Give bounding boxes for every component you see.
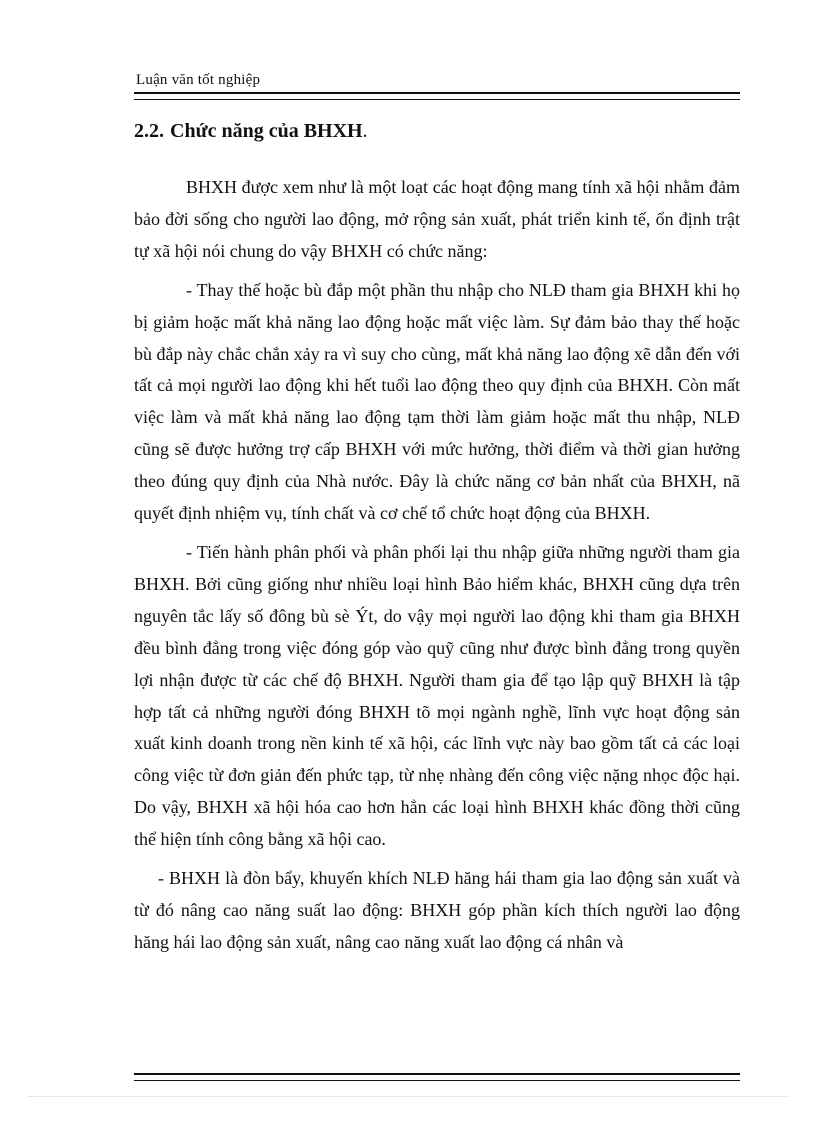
section-number: 2.2. <box>134 120 164 142</box>
body-text <box>134 172 740 959</box>
section-title-period: . <box>362 120 368 142</box>
page-edge-divider <box>28 1096 788 1097</box>
paragraph-function-3: - BHXH là đòn bẩy, khuyến khích NLĐ hăng hái tham gia lao động sản xuất và từ đó nâng cao năng suất lao động: BHXH góp phần kích thích người lao động hăng hái lao động sản xuất, nâng cao năng xuất lao động cá nhân và <box>134 868 740 952</box>
paragraph-intro: BHXH được xem như là một loạt các hoạt động mang tính xã hội nhằm đảm bảo đời sống cho người lao động, mở rộng sản xuất, phát triển kinh tế, ổn định trật tự xã hội nói chung do vậy BHXH có chức năng: <box>134 177 740 261</box>
footer-rule <box>134 1073 740 1081</box>
header-rule <box>134 92 740 100</box>
section-heading <box>134 120 368 143</box>
section-title-text: Chức năng của BHXH <box>170 120 363 142</box>
paragraph-function-2: - Tiến hành phân phối và phân phối lại thu nhập giữa những người tham gia BHXH. Bởi cũng giống như nhiều loại hình Bảo hiểm khác, BHXH cũng dựa trên nguyên tắc lấy số đông bù sè Ýt, do vậy mọi người lao động khi tham gia BHXH đều bình đẳng trong việc đóng góp vào quỹ cũng như được bình đẳng trong quyền lợi nhận được từ các chế độ BHXH. Người tham gia để tạo lập quỹ BHXH là tập hợp tất cả những người đóng BHXH tõ mọi ngành nghề, lĩnh vực hoạt động sản xuất kinh doanh trong nền kinh tế xã hội, các lĩnh vực này bao gồm tất cả các loại công việc từ đơn giản đến phức tạp, từ nhẹ nhàng đến công việc nặng nhọc độc hại. Do vậy, BHXH xã hội hóa cao hơn hẳn các loại hình BHXH khác đồng thời cũng thể hiện tính công bằng xã hội cao. <box>134 541 740 850</box>
paragraph-function-1: - Thay thế hoặc bù đắp một phần thu nhập cho NLĐ tham gia BHXH khi họ bị giảm hoặc mất khả năng lao động hoặc mất việc làm. Sự đảm bảo thay thế hoặc bù đắp này chắc chắn xảy ra vì suy cho cùng, mất khả năng lao động xẽ dẫn đến với tất cả mọi người lao động khi hết tuổi lao động theo quy định của BHXH. Còn mất việc làm và mất khả năng lao động tạm thời làm giảm hoặc mất thu nhập, NLĐ cũng sẽ được hưởng trợ cấp BHXH với mức hưởng, thời điểm và thời gian hưởng theo đúng quy định của Nhà nước. Đây là chức năng cơ bản nhất của BHXH, nã quyết định nhiệm vụ, tính chất và cơ chế tổ chức hoạt động của BHXH. <box>134 279 740 524</box>
running-header: Luận văn tốt nghiệp <box>136 72 261 88</box>
